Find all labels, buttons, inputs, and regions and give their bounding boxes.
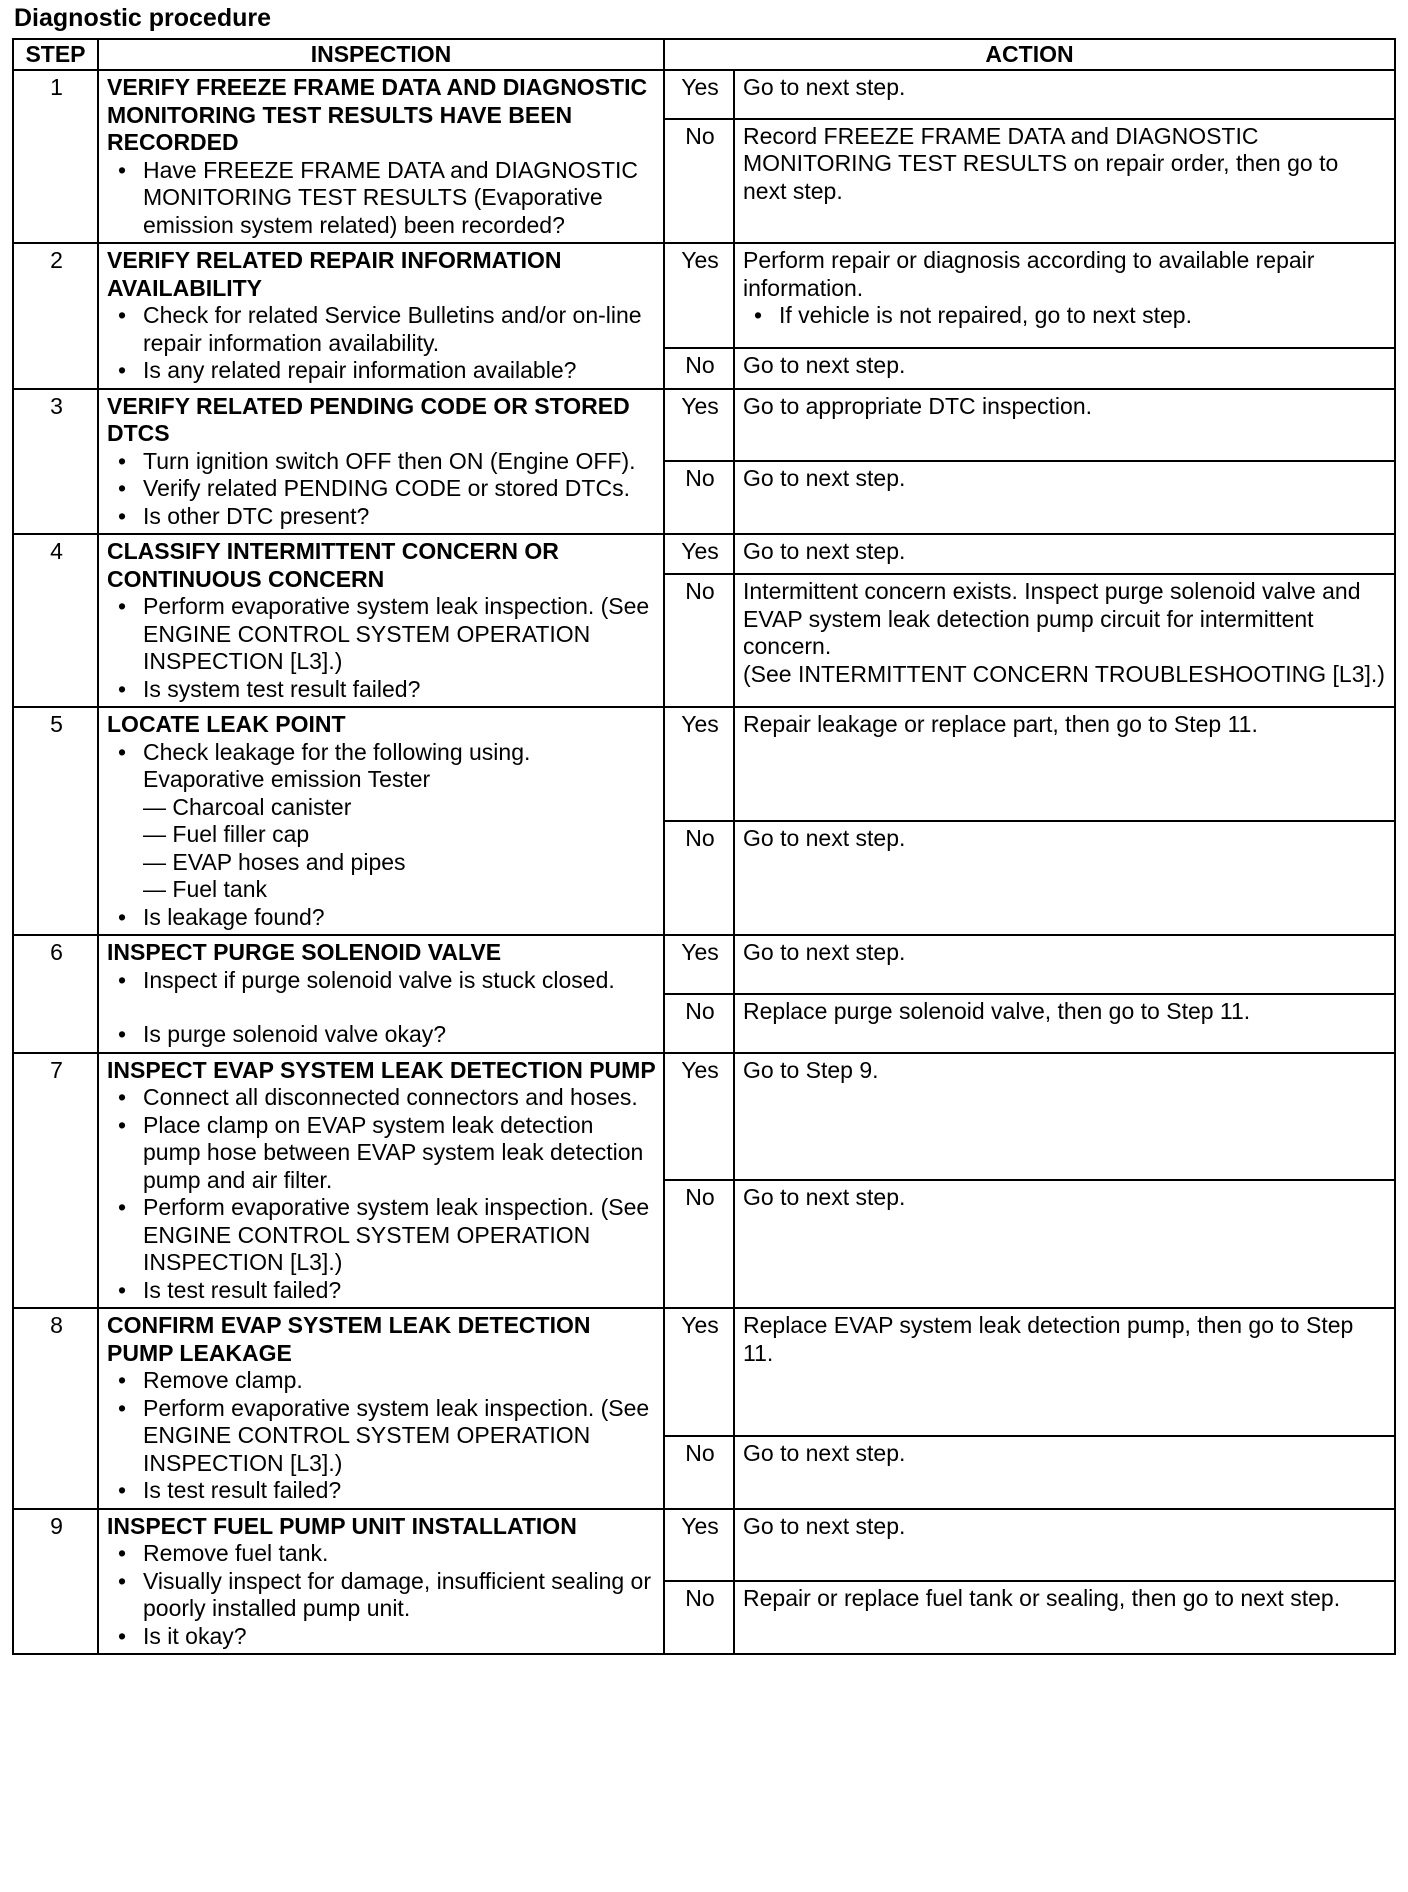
inspection-sub-item: — Fuel tank	[143, 876, 267, 902]
yes-action	[734, 243, 1395, 348]
no-action	[734, 821, 1395, 935]
inspection-bullet: • Is leakage found?	[107, 904, 657, 932]
no-action-text: Go to next step.	[743, 1440, 906, 1467]
table-row	[13, 70, 1395, 119]
no-action-text: Record FREEZE FRAME DATA and DIAGNOSTIC MONITORING TEST RESULTS on repair order, then go to next step.	[743, 122, 1339, 204]
inspection-bullet: • Connect all disconnected connectors and hoses.	[107, 1084, 657, 1112]
inspection-cell	[98, 534, 664, 707]
step-number: 4	[13, 534, 98, 707]
yes-action-text: Go to next step.	[743, 939, 906, 965]
inspection-cell	[98, 1509, 664, 1655]
inspection-cell	[98, 707, 664, 935]
inspection-sub-items	[107, 794, 657, 904]
step-number: 8	[13, 1308, 98, 1509]
inspection-bullets	[107, 739, 657, 794]
yes-action	[734, 935, 1395, 994]
inspection-bullets	[107, 1367, 657, 1505]
header-inspection: INSPECTION	[98, 39, 664, 70]
inspection-title: VERIFY RELATED PENDING CODE OR STORED DTCS	[107, 392, 630, 446]
inspection-bullet: • Is test result failed?	[107, 1477, 657, 1505]
no-label: No	[664, 1436, 734, 1508]
yes-action-text: Replace EVAP system leak detection pump, then go to Step 11.	[743, 1312, 1354, 1366]
yes-action	[734, 1053, 1395, 1181]
inspection-title: CLASSIFY INTERMITTENT CONCERN OR CONTINUOUS CONCERN	[107, 538, 559, 592]
table-row	[13, 534, 1395, 574]
inspection-bullet: • Place clamp on EVAP system leak detection pump hose between EVAP system leak detection pump and air filter.	[107, 1112, 657, 1195]
no-action	[734, 1180, 1395, 1308]
no-action-text: Replace purge solenoid valve, then go to Step 11.	[743, 997, 1251, 1024]
no-label: No	[664, 461, 734, 534]
inspection-title: LOCATE LEAK POINT	[107, 711, 346, 737]
table-row	[13, 1053, 1395, 1181]
table-row	[13, 243, 1395, 348]
yes-label: Yes	[664, 1308, 734, 1436]
yes-action-text: Repair leakage or replace part, then go to Step 11.	[743, 711, 1258, 737]
yes-label: Yes	[664, 707, 734, 821]
table-row	[13, 935, 1395, 994]
inspection-bullet: • Is other DTC present?	[107, 503, 657, 531]
yes-action-text: Go to Step 9.	[743, 1056, 879, 1083]
no-action	[734, 994, 1395, 1053]
inspection-title: INSPECT PURGE SOLENOID VALVE	[107, 939, 502, 965]
inspection-bullets	[107, 593, 657, 703]
no-action-text: (See INTERMITTENT CONCERN TROUBLESHOOTING [L3].)	[743, 660, 1385, 687]
inspection-bullets	[107, 904, 657, 932]
yes-action	[734, 707, 1395, 821]
yes-action-text: Go to next step.	[743, 1512, 906, 1539]
table-body	[13, 70, 1395, 1654]
yes-action-text: Go to appropriate DTC inspection.	[743, 392, 1093, 419]
step-number: 5	[13, 707, 98, 935]
yes-label: Yes	[664, 70, 734, 119]
header-step: STEP	[13, 39, 98, 70]
inspection-bullet: • Visually inspect for damage, insufficient sealing or poorly installed pump unit.	[107, 1568, 657, 1623]
yes-action	[734, 534, 1395, 574]
inspection-bullet: • Is test result failed?	[107, 1277, 657, 1305]
step-number: 1	[13, 70, 98, 243]
yes-label: Yes	[664, 534, 734, 574]
inspection-bullet: • Is purge solenoid valve okay?	[107, 1021, 657, 1049]
yes-action	[734, 70, 1395, 119]
yes-action-bullet: • If vehicle is not repaired, go to next step.	[743, 302, 1388, 330]
yes-label: Yes	[664, 935, 734, 994]
yes-label: Yes	[664, 243, 734, 348]
inspection-bullets	[107, 157, 657, 240]
inspection-bullets	[107, 1084, 657, 1304]
inspection-bullet: • Check leakage for the following using. Evaporative emission Tester	[107, 739, 657, 794]
inspection-bullets	[107, 1540, 657, 1650]
step-number: 6	[13, 935, 98, 1053]
inspection-bullet: • Is it okay?	[107, 1623, 657, 1651]
no-action	[734, 574, 1395, 707]
inspection-cell	[98, 70, 664, 243]
inspection-sub-item: — Fuel filler cap	[143, 821, 310, 847]
inspection-bullets	[107, 302, 657, 385]
inspection-title: INSPECT EVAP SYSTEM LEAK DETECTION PUMP	[107, 1056, 656, 1083]
step-number: 3	[13, 389, 98, 535]
no-action-text: Go to next step.	[743, 825, 906, 851]
inspection-bullet: • Is any related repair information available?	[107, 357, 657, 385]
step-number: 7	[13, 1053, 98, 1309]
inspection-bullet: • Turn ignition switch OFF then ON (Engine OFF).	[107, 448, 657, 476]
no-action-text: Go to next step.	[743, 465, 906, 492]
no-action-text: Go to next step.	[743, 351, 906, 378]
inspection-title: INSPECT FUEL PUMP UNIT INSTALLATION	[107, 1512, 577, 1539]
inspection-bullet: • Perform evaporative system leak inspection. (See ENGINE CONTROL SYSTEM OPERATION INSPECTION [L3].)	[107, 1395, 657, 1478]
no-label: No	[664, 994, 734, 1053]
inspection-bullet: • Have FREEZE FRAME DATA and DIAGNOSTIC MONITORING TEST RESULTS (Evaporative emission system related) been recorded?	[107, 157, 657, 240]
page-title: Diagnostic procedure	[14, 4, 271, 32]
no-label: No	[664, 1581, 734, 1654]
table-row	[13, 389, 1395, 462]
no-action	[734, 348, 1395, 389]
no-label: No	[664, 119, 734, 243]
yes-label: Yes	[664, 389, 734, 462]
no-action	[734, 1436, 1395, 1508]
yes-action-text: Go to next step.	[743, 74, 906, 100]
yes-action-text: Perform repair or diagnosis according to available repair information.	[743, 247, 1315, 301]
table-row	[13, 1509, 1395, 1582]
inspection-bullet: • Is system test result failed?	[107, 676, 657, 704]
inspection-cell	[98, 389, 664, 535]
step-number: 2	[13, 243, 98, 389]
inspection-bullets	[107, 1021, 657, 1049]
yes-action-text: Go to next step.	[743, 538, 906, 564]
inspection-bullet: • Perform evaporative system leak inspection. (See ENGINE CONTROL SYSTEM OPERATION INSPECTION [L3].)	[107, 1194, 657, 1277]
inspection-cell	[98, 1308, 664, 1509]
inspection-bullets	[107, 448, 657, 531]
inspection-bullet: • Inspect if purge solenoid valve is stuck closed.	[107, 967, 657, 995]
inspection-bullet: • Remove clamp.	[107, 1367, 657, 1395]
inspection-title: CONFIRM EVAP SYSTEM LEAK DETECTION PUMP LEAKAGE	[107, 1312, 591, 1366]
no-label: No	[664, 821, 734, 935]
inspection-bullet: • Verify related PENDING CODE or stored DTCs.	[107, 475, 657, 503]
no-label: No	[664, 348, 734, 389]
inspection-sub-item: — Charcoal canister	[143, 793, 352, 820]
no-action-text: Repair or replace fuel tank or sealing, then go to next step.	[743, 1585, 1341, 1612]
no-action	[734, 1581, 1395, 1654]
inspection-bullet: • Remove fuel tank.	[107, 1540, 657, 1568]
inspection-title: VERIFY FREEZE FRAME DATA AND DIAGNOSTIC MONITORING TEST RESULTS HAVE BEEN RECORDED	[107, 74, 648, 155]
inspection-cell	[98, 935, 664, 1053]
inspection-bullet: • Check for related Service Bulletins and/or on-line repair information availability.	[107, 302, 657, 357]
table-row	[13, 707, 1395, 821]
no-label: No	[664, 574, 734, 707]
yes-action	[734, 1509, 1395, 1582]
diagnostic-table	[12, 38, 1396, 1655]
no-action-text: Intermittent concern exists. Inspect purge solenoid valve and EVAP system leak detection pump circuit for intermittent concern.	[743, 578, 1361, 659]
header-row	[13, 39, 1395, 70]
inspection-title: VERIFY RELATED REPAIR INFORMATION AVAILABILITY	[107, 247, 562, 301]
inspection-cell	[98, 243, 664, 389]
inspection-bullet: • Perform evaporative system leak inspection. (See ENGINE CONTROL SYSTEM OPERATION INSPECTION [L3].)	[107, 593, 657, 676]
no-action	[734, 119, 1395, 243]
no-action	[734, 461, 1395, 534]
yes-action	[734, 389, 1395, 462]
table-row	[13, 1308, 1395, 1436]
no-action-text: Go to next step.	[743, 1184, 906, 1211]
yes-label: Yes	[664, 1509, 734, 1582]
yes-label: Yes	[664, 1053, 734, 1181]
no-label: No	[664, 1180, 734, 1308]
inspection-cell	[98, 1053, 664, 1309]
step-number: 9	[13, 1509, 98, 1655]
header-action: ACTION	[664, 39, 1395, 70]
inspection-sub-item: — EVAP hoses and pipes	[143, 848, 406, 875]
yes-action	[734, 1308, 1395, 1436]
inspection-bullets	[107, 967, 657, 995]
